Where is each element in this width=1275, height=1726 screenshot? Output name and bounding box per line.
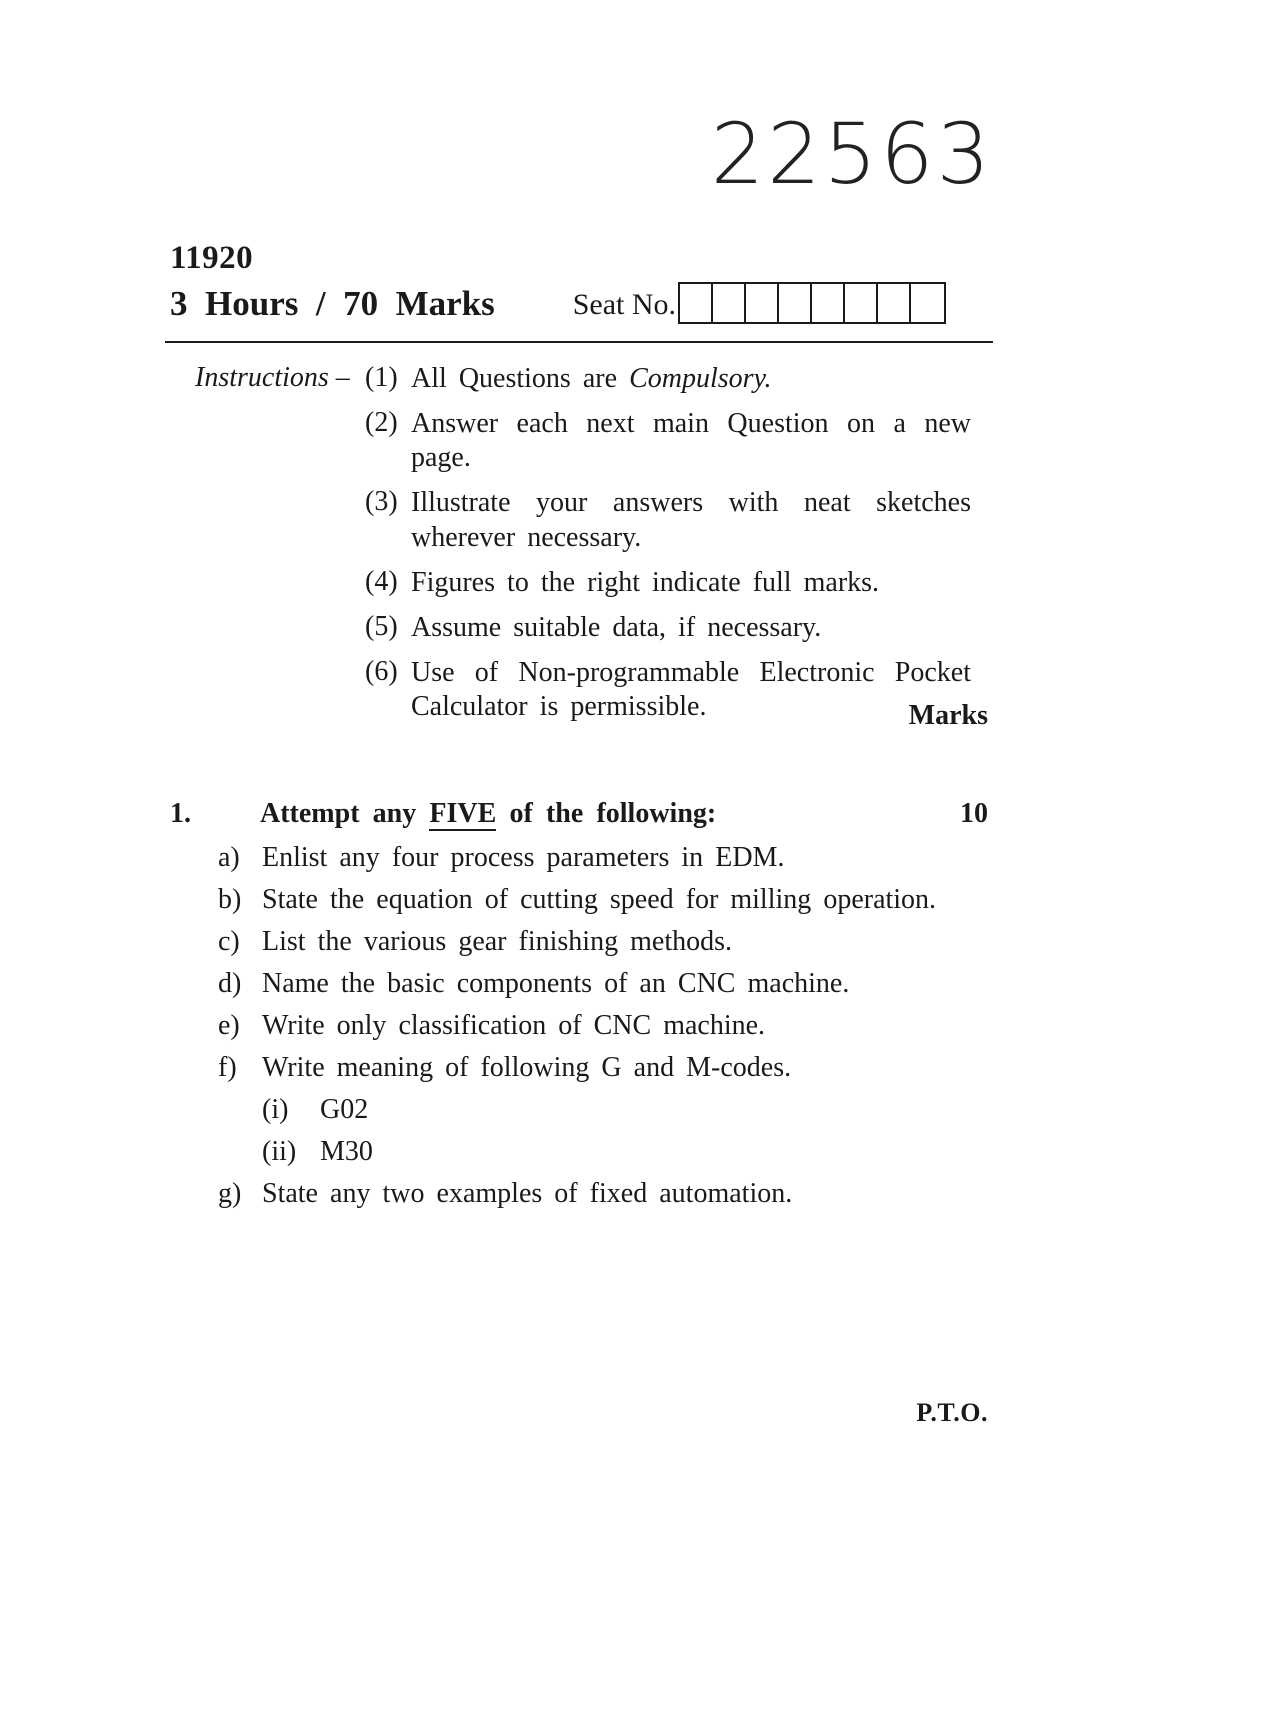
subitem-text: M30 xyxy=(320,1136,373,1167)
item-label: b) xyxy=(218,884,242,915)
subitem-text: G02 xyxy=(320,1094,369,1125)
instruction-text-part: Figures to the right indicate full marks. xyxy=(411,566,880,598)
seat-cell xyxy=(779,284,812,322)
item-text: List the various gear finishing methods. xyxy=(262,926,733,957)
subitem-label: (i) xyxy=(262,1094,289,1125)
instruction-item xyxy=(365,407,971,475)
instruction-text-part: All Questions are xyxy=(411,363,630,394)
item-label: c) xyxy=(218,926,240,957)
seat-no-boxes xyxy=(678,282,946,324)
item-label: d) xyxy=(218,968,242,999)
instruction-text-part: Illustrate your answers with neat sketches wherever necessary. xyxy=(411,487,971,553)
question-number: 1. xyxy=(170,798,191,829)
instructions-label: Instructions – xyxy=(195,362,350,393)
seat-cell xyxy=(911,284,944,322)
horizontal-rule xyxy=(165,341,993,343)
instructions-list xyxy=(365,362,971,735)
item-text: Name the basic components of an CNC machine. xyxy=(262,968,850,999)
paper-id: 11920 xyxy=(170,240,254,276)
question-item-d xyxy=(170,969,988,998)
seat-no-label: Seat No. xyxy=(572,288,677,321)
seat-cell xyxy=(812,284,845,322)
header-row xyxy=(170,282,993,324)
instruction-number: (5) xyxy=(365,610,398,642)
question-1-block xyxy=(170,798,988,1221)
item-label: f) xyxy=(218,1052,237,1083)
item-label: a) xyxy=(218,842,240,873)
question-item-c xyxy=(170,927,988,956)
item-text: State the equation of cutting speed for milling operation. xyxy=(262,884,937,915)
question-subitem-i xyxy=(170,1095,988,1124)
instruction-text-part: Answer each next main Question on a new page. xyxy=(411,408,971,474)
marks-column-label: Marks xyxy=(908,700,988,731)
question-paper-code: 22563 xyxy=(710,105,993,203)
instruction-text-part: Assume suitable data, if necessary. xyxy=(411,611,822,643)
question-item-b xyxy=(170,885,988,914)
instruction-item xyxy=(365,362,971,396)
question-item-e xyxy=(170,1011,988,1040)
instruction-number: (3) xyxy=(365,486,398,518)
question-1-items xyxy=(170,843,988,1221)
question-item-f xyxy=(170,1053,988,1082)
instruction-number: (6) xyxy=(365,656,398,688)
item-text: Enlist any four process parameters in EDM. xyxy=(262,842,785,873)
seat-no-section xyxy=(573,282,946,324)
question-title-post: of the following: xyxy=(496,798,717,829)
question-title-underlined: FIVE xyxy=(429,798,497,829)
question-item-a xyxy=(170,843,988,872)
subitem-label: (ii) xyxy=(262,1136,297,1167)
instruction-text-italic: Compulsory. xyxy=(629,363,772,394)
instruction-text xyxy=(411,362,971,396)
instruction-item xyxy=(365,566,971,600)
question-item-g xyxy=(170,1179,988,1208)
instruction-text xyxy=(411,611,971,645)
question-subitem-ii xyxy=(170,1137,988,1166)
seat-cell xyxy=(713,284,746,322)
instruction-item xyxy=(365,486,971,554)
instruction-number: (4) xyxy=(365,565,398,597)
instruction-text xyxy=(411,407,971,475)
instruction-item xyxy=(365,611,971,645)
question-1-header xyxy=(170,798,988,830)
duration-marks: 3 Hours / 70 Marks xyxy=(170,284,495,323)
item-label: e) xyxy=(218,1010,240,1041)
pto-label: P.T.O. xyxy=(916,1398,988,1427)
question-title-pre: Attempt any xyxy=(260,798,430,829)
seat-cell xyxy=(878,284,911,322)
question-title xyxy=(260,798,928,830)
instruction-text-part: Use of Non-programmable Electronic Pocket Calculator is permissible. xyxy=(411,657,971,723)
question-marks: 10 xyxy=(960,798,988,829)
instructions-block xyxy=(195,362,971,735)
seat-cell xyxy=(680,284,713,322)
instruction-number: (2) xyxy=(365,407,398,439)
instruction-text xyxy=(411,566,971,600)
instruction-number: (1) xyxy=(365,362,398,393)
item-text: State any two examples of fixed automation. xyxy=(262,1178,793,1209)
seat-cell xyxy=(845,284,878,322)
seat-cell xyxy=(746,284,779,322)
item-text: Write only classification of CNC machine. xyxy=(262,1010,766,1041)
item-text: Write meaning of following G and M-codes. xyxy=(262,1052,792,1083)
item-label: g) xyxy=(218,1178,242,1209)
instruction-text xyxy=(411,486,971,554)
